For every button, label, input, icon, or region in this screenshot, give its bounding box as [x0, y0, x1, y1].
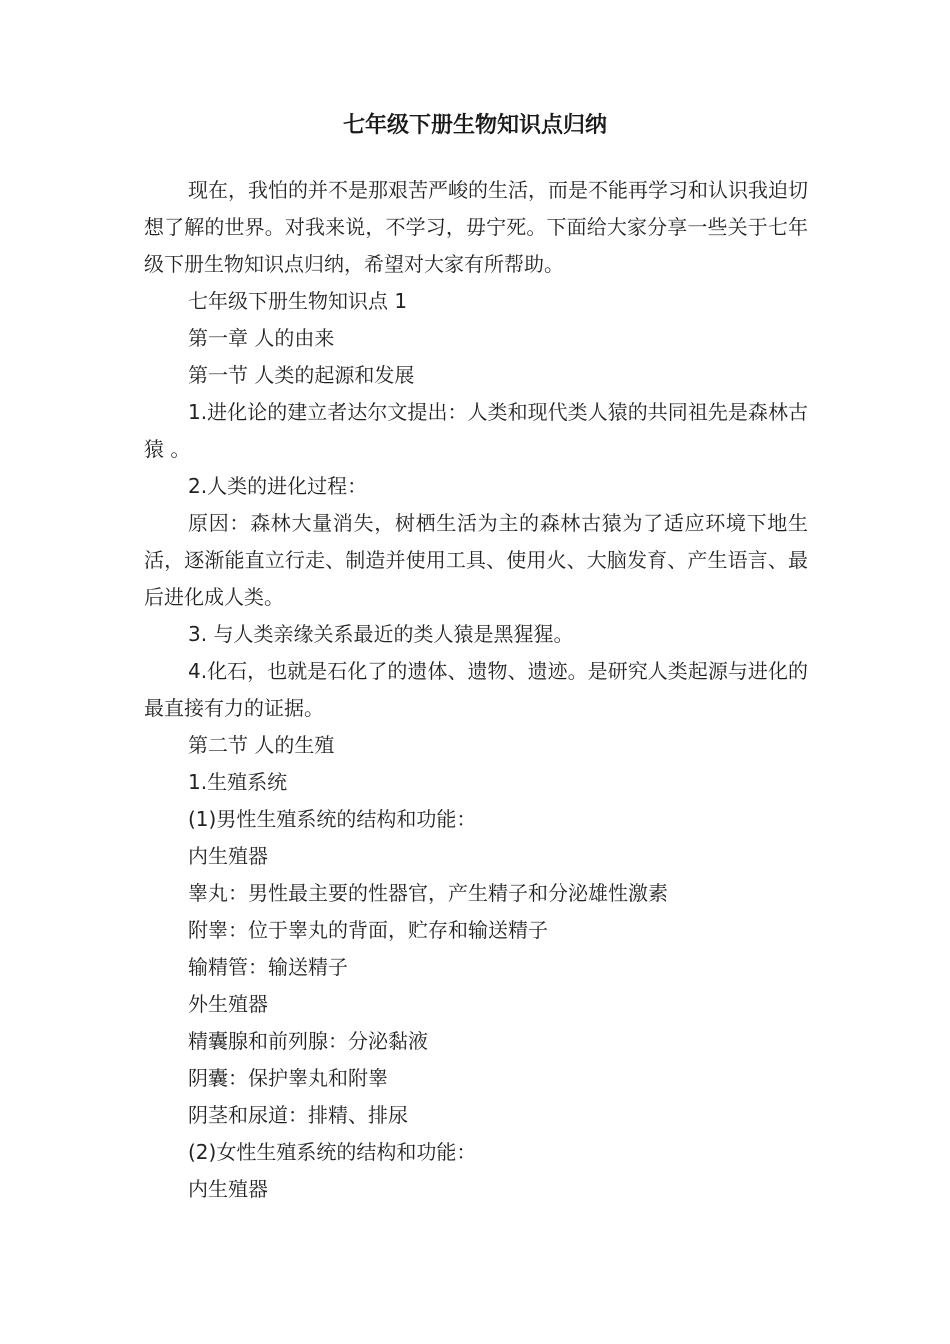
- paragraph-darwin: 1.进化论的建立者达尔文提出：人类和现代类人猿的共同祖先是森林古猿 。: [144, 400, 808, 461]
- list-heading-female: (2)女性生殖系统的结构和功能：: [188, 1140, 477, 1164]
- list-item-epididymis: 附睾：位于睾丸的背面，贮存和输送精子: [188, 918, 548, 942]
- list-subheading-external-male: 外生殖器: [188, 992, 268, 1016]
- list-item-glands: 精囊腺和前列腺：分泌黏液: [188, 1029, 428, 1053]
- section-heading-knowledge-1: 七年级下册生物知识点 1: [188, 289, 408, 313]
- list-item-vas-deferens: 输精管：输送精子: [188, 955, 348, 979]
- section-heading-1-2: 第二节 人的生殖: [188, 733, 335, 757]
- list-heading-male: (1)男性生殖系统的结构和功能：: [188, 807, 477, 831]
- document-body: [144, 172, 808, 1208]
- paragraph-fossils: 4.化石，也就是石化了的遗体、遗物、遗迹。是研究人类起源与进化的最直接有力的证据。: [144, 659, 808, 720]
- paragraph-evolution-process: 2.人类的进化过程：: [188, 474, 368, 498]
- paragraph-chimpanzee: 3. 与人类亲缘关系最近的类人猿是黑猩猩。: [188, 622, 574, 646]
- list-item-testis: 睾丸：男性最主要的性器官，产生精子和分泌雄性激素: [188, 881, 668, 905]
- paragraph-cause: 原因：森林大量消失，树栖生活为主的森林古猿为了适应环境下地生活，逐渐能直立行走、制造并使用工具、使用火、大脑发育、产生语言、最后进化成人类。: [144, 511, 808, 609]
- chapter-heading-1: 第一章 人的由来: [188, 326, 335, 350]
- list-item-scrotum: 阴囊：保护睾丸和附睾: [188, 1066, 388, 1090]
- document-title: 七年级下册生物知识点归纳: [342, 113, 607, 138]
- intro-paragraph: 现在，我怕的并不是那艰苦严峻的生活，而是不能再学习和认识我迫切想了解的世界。对我来说，不学习，毋宁死。下面给大家分享一些关于七年级下册生物知识点归纳，希望对大家有所帮助。: [144, 178, 808, 276]
- list-subheading-internal-female: 内生殖器: [188, 1177, 268, 1201]
- list-subheading-internal-male: 内生殖器: [188, 844, 268, 868]
- section-heading-1-1: 第一节 人类的起源和发展: [188, 363, 415, 387]
- list-item-penis-urethra: 阴茎和尿道：排精、排尿: [188, 1103, 408, 1127]
- list-heading-reproductive-system: 1.生殖系统: [188, 770, 288, 794]
